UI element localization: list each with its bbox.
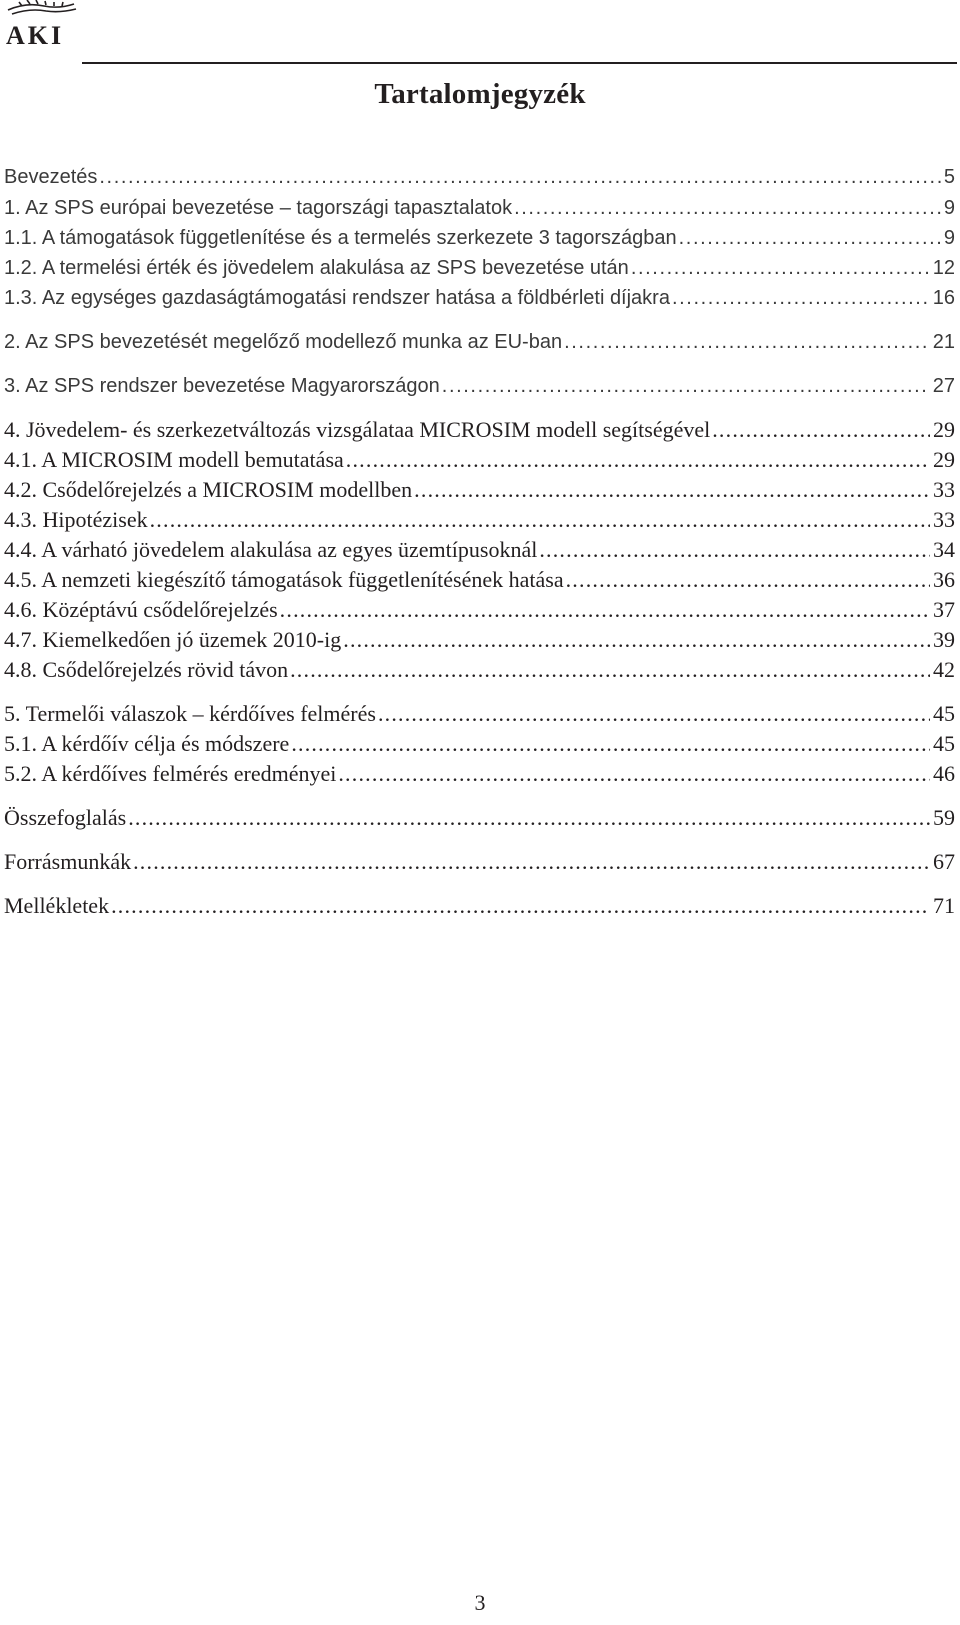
toc-dot-leader (539, 535, 930, 565)
toc-dot-leader (290, 655, 930, 685)
toc-dot-leader (514, 193, 941, 223)
toc-dot-leader (99, 162, 940, 192)
toc-entry-label: Mellékletek (4, 893, 110, 918)
toc-entry-label: 5. Termelői válaszok – kérdőíves felmérés (4, 701, 376, 726)
toc-entry-label: 4.1. A MICROSIM modell bemutatása (4, 447, 344, 472)
toc-entry[interactable] (4, 625, 955, 655)
page-title: Tartalomjegyzék (374, 78, 586, 110)
toc-entry-page: 21 (932, 331, 955, 353)
toc-entry[interactable] (4, 595, 955, 625)
toc-dot-leader (378, 699, 930, 729)
toc-entry-label: 1.1. A támogatások függetlenítése és a termelés szerkezete 3 tagországban (4, 227, 677, 249)
toc-entry-label: 4.5. A nemzeti kiegészítő támogatások függetlenítésének hatása (4, 567, 564, 592)
toc-entry-label: 4. Jövedelem- és szerkezetváltozás vizsgálataa MICROSIM modell segítségével (4, 417, 711, 442)
toc-dot-leader (679, 223, 941, 253)
toc-entry-page: 46 (933, 761, 955, 786)
toc-dot-leader (128, 803, 930, 833)
toc-entry-label: 1.2. A termelési érték és jövedelem alakulása az SPS bevezetése után (4, 257, 629, 279)
toc-entry[interactable] (4, 655, 955, 685)
toc-entry-page: 33 (933, 477, 955, 502)
toc-entry[interactable] (4, 445, 955, 475)
toc-dot-leader (414, 475, 930, 505)
toc-entry-page: 71 (933, 893, 955, 918)
toc-dot-leader (631, 253, 930, 283)
toc-entry-label: Bevezetés (4, 166, 98, 188)
toc-dot-leader (280, 595, 930, 625)
toc-dot-leader (111, 891, 930, 921)
toc-entry-label: 5.1. A kérdőív célja és módszere (4, 731, 290, 756)
toc-entry-page: 27 (932, 375, 955, 397)
page-number: 3 (474, 1590, 486, 1615)
toc-dot-leader (566, 565, 930, 595)
toc-dot-leader (712, 415, 930, 445)
toc-entry[interactable] (4, 535, 955, 565)
toc-entry-page: 34 (933, 537, 955, 562)
toc-entry[interactable] (4, 371, 955, 401)
toc-entry[interactable] (4, 847, 955, 877)
toc-entry-page: 29 (933, 447, 955, 472)
toc-entry-page: 37 (933, 597, 955, 622)
toc-entry-page: 45 (933, 731, 955, 756)
toc-entry[interactable] (4, 505, 955, 535)
toc-entry-label: 4.6. Középtávú csődelőrejelzés (4, 597, 278, 622)
toc-entry-page: 9 (943, 227, 955, 249)
toc-entry-page: 67 (933, 849, 955, 874)
toc-entry[interactable] (4, 193, 955, 223)
toc-entry-page: 36 (933, 567, 955, 592)
toc-entry-page: 42 (933, 657, 955, 682)
logo-text: AKI (6, 21, 65, 50)
toc-entry-page: 45 (933, 701, 955, 726)
toc-entry-label: Forrásmunkák (4, 849, 132, 874)
toc-entry-page: 12 (932, 257, 955, 279)
toc-entry-label: 4.8. Csődelőrejelzés rövid távon (4, 657, 289, 682)
toc-entry-label: 1.3. Az egységes gazdaságtámogatási rendszer hatása a földbérleti díjakra (4, 287, 670, 309)
toc-entry-page: 39 (933, 627, 955, 652)
toc-entry-label: 4.4. A várható jövedelem alakulása az egyes üzemtípusoknál (4, 537, 538, 562)
toc-entry-page: 16 (932, 287, 955, 309)
toc-entry-page: 29 (933, 417, 955, 442)
toc-entry-page: 9 (943, 197, 955, 219)
toc-entry[interactable] (4, 475, 955, 505)
toc-entry[interactable] (4, 223, 955, 253)
toc-dot-leader (343, 625, 930, 655)
toc-entry[interactable] (4, 891, 955, 921)
toc-entry-label: 4.2. Csődelőrejelzés a MICROSIM modellben (4, 477, 413, 502)
toc-entry-page: 59 (933, 805, 955, 830)
toc-dot-leader (291, 729, 930, 759)
toc-dot-leader (564, 327, 930, 357)
toc-dot-leader (442, 371, 930, 401)
toc-entry[interactable] (4, 803, 955, 833)
toc-entry-label: 1. Az SPS európai bevezetése – tagországi tapasztalatok (4, 197, 513, 219)
toc-entry-label: 4.7. Kiemelkedően jó üzemek 2010-ig (4, 627, 342, 652)
toc-entry-label: 5.2. A kérdőíves felmérés eredményei (4, 761, 337, 786)
toc-entry-label: 2. Az SPS bevezetését megelőző modellező munka az EU-ban (4, 331, 563, 353)
toc-entry[interactable] (4, 253, 955, 283)
toc-entry[interactable] (4, 729, 955, 759)
toc-entry[interactable] (4, 327, 955, 357)
toc-entry-page: 33 (933, 507, 955, 532)
toc-entry-page: 5 (943, 166, 955, 188)
toc-entry[interactable] (4, 283, 955, 313)
toc-dot-leader (133, 847, 930, 877)
toc-dot-leader (338, 759, 930, 789)
toc-dot-leader (672, 283, 930, 313)
toc-dot-leader (150, 505, 930, 535)
toc-entry[interactable] (4, 699, 955, 729)
toc-dot-leader (346, 445, 930, 475)
toc-entry-label: 4.3. Hipotézisek (4, 507, 148, 532)
table-of-contents (4, 0, 955, 1000)
toc-entry[interactable] (4, 565, 955, 595)
toc-entry-label: 3. Az SPS rendszer bevezetése Magyarországon (4, 375, 440, 397)
toc-entry[interactable] (4, 759, 955, 789)
toc-entry[interactable] (4, 415, 955, 445)
toc-entry-label: Összefoglalás (4, 805, 127, 830)
toc-entry[interactable] (4, 162, 955, 192)
